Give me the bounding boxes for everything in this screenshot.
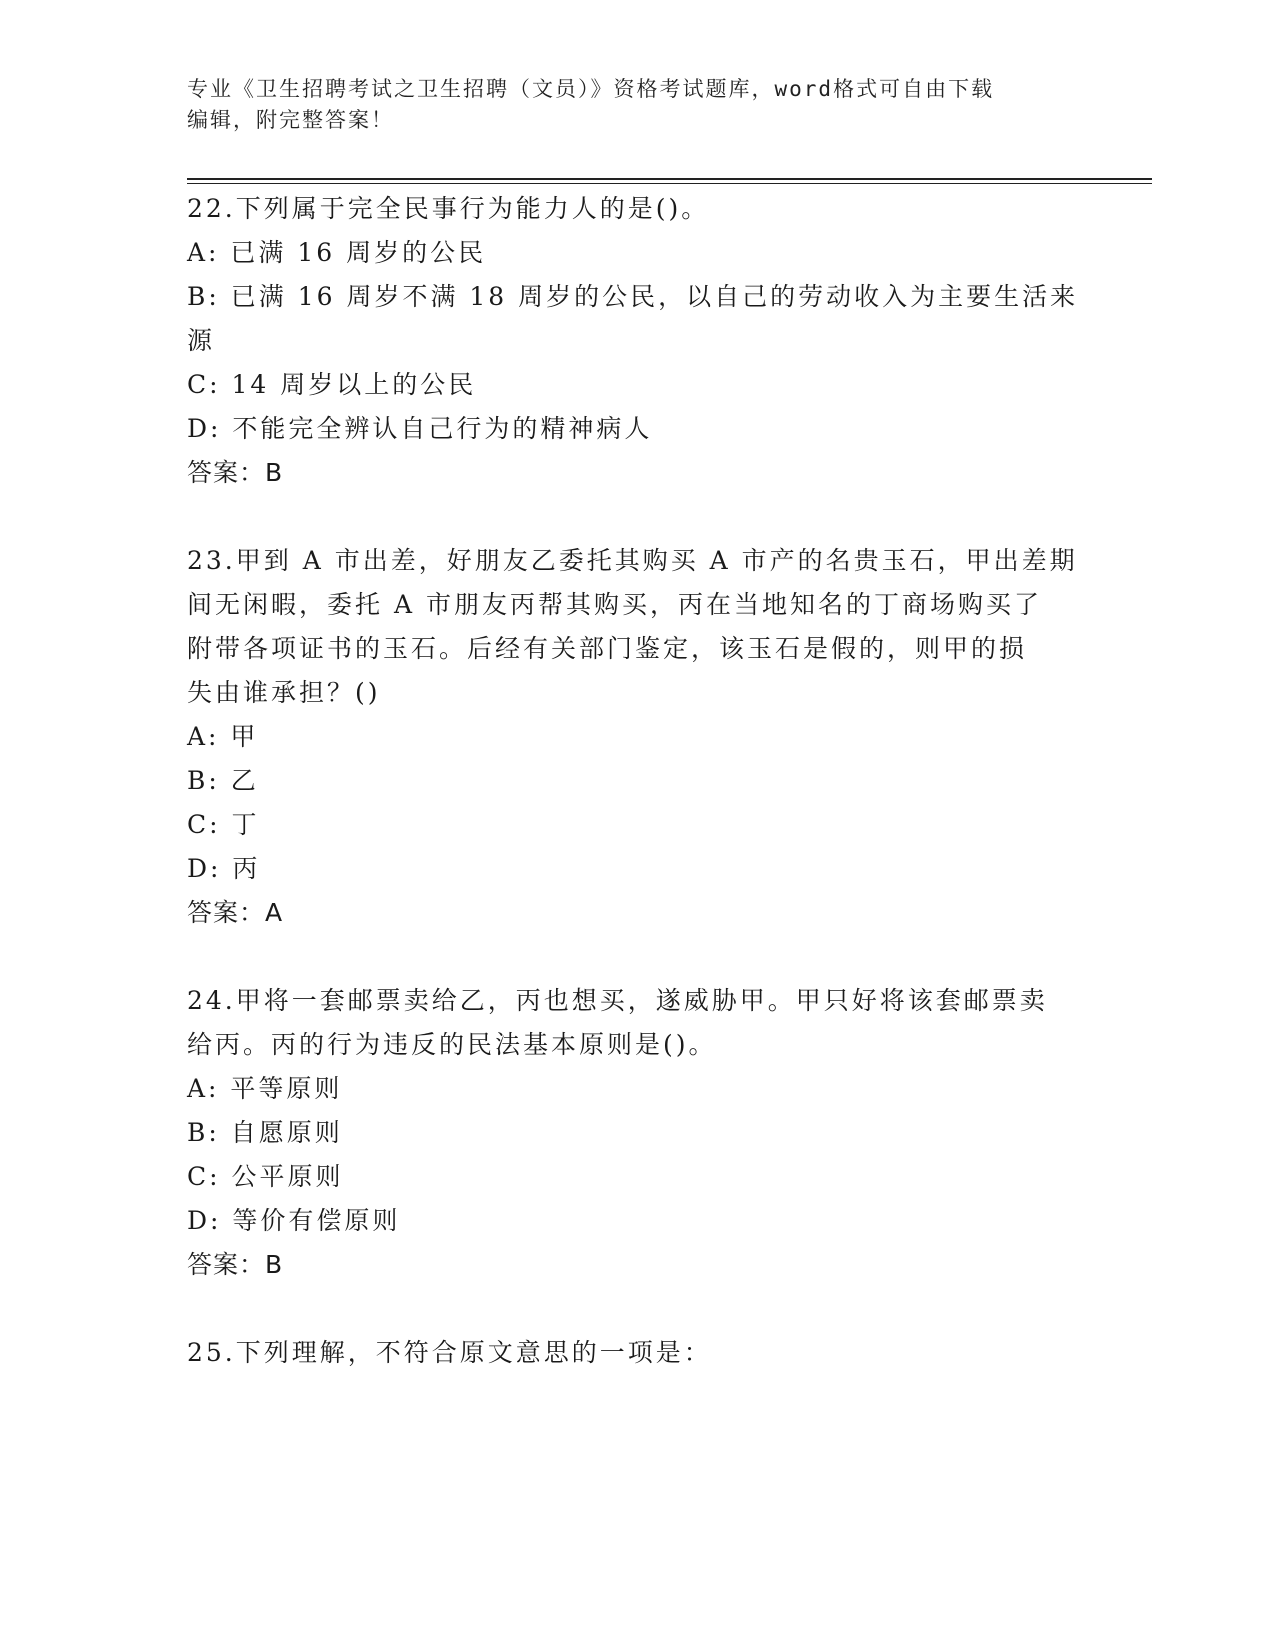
question-23-text-line-1: 23.甲到 A 市出差，好朋友乙委托其购买 A 市产的名贵玉石，甲出差期 <box>187 546 1078 575</box>
question-24-option-c: C: 公平原则 <box>187 1162 344 1191</box>
header-rule-thin <box>187 183 1152 184</box>
question-22-option-c: C: 14 周岁以上的公民 <box>187 370 477 399</box>
header-rule-thick <box>187 178 1152 180</box>
document-header <box>187 74 1067 136</box>
question-22-option-b: B: 已满 16 周岁不满 18 周岁的公民，以自己的劳动收入为主要生活来 <box>187 282 1079 311</box>
question-23-answer: 答案：A <box>187 898 284 927</box>
question-24-option-a: A: 平等原则 <box>187 1074 343 1103</box>
question-23-text-line-4: 失由谁承担？() <box>187 678 381 707</box>
question-23-text-line-2: 间无闲暇，委托 A 市朋友丙帮其购买，丙在当地知名的丁商场购买了 <box>187 590 1042 619</box>
question-22-text: 22.下列属于完全民事行为能力人的是()。 <box>187 194 710 223</box>
question-24-text-line-1: 24.甲将一套邮票卖给乙，丙也想买，遂威胁甲。甲只好将该套邮票卖 <box>187 986 1048 1015</box>
question-23-option-d: D: 丙 <box>187 854 261 883</box>
question-25-text: 25.下列理解，不符合原文意思的一项是： <box>187 1338 712 1367</box>
question-23-text-line-3: 附带各项证书的玉石。后经有关部门鉴定，该玉石是假的，则甲的损 <box>187 634 1028 663</box>
question-24-option-d: D: 等价有偿原则 <box>187 1206 401 1235</box>
question-24-option-b: B: 自愿原则 <box>187 1118 343 1147</box>
question-24-answer: 答案：B <box>187 1250 284 1279</box>
question-23-option-b: B: 乙 <box>187 766 259 795</box>
question-22-answer: 答案：B <box>187 458 284 487</box>
question-22-option-b-continued: 源 <box>187 326 216 355</box>
question-23-option-c: C: 丁 <box>187 810 260 839</box>
header-line-2: 编辑，附完整答案！ <box>187 108 394 132</box>
question-23-option-a: A: 甲 <box>187 722 259 751</box>
question-24-text-line-2: 给丙。丙的行为违反的民法基本原则是()。 <box>187 1030 717 1059</box>
header-line-1: 专业《卫生招聘考试之卫生招聘（文员）》资格考试题库，word格式可自由下载 <box>187 77 995 101</box>
question-22-option-d: D: 不能完全辨认自己行为的精神病人 <box>187 414 653 443</box>
question-22-option-a: A: 已满 16 周岁的公民 <box>187 238 487 267</box>
